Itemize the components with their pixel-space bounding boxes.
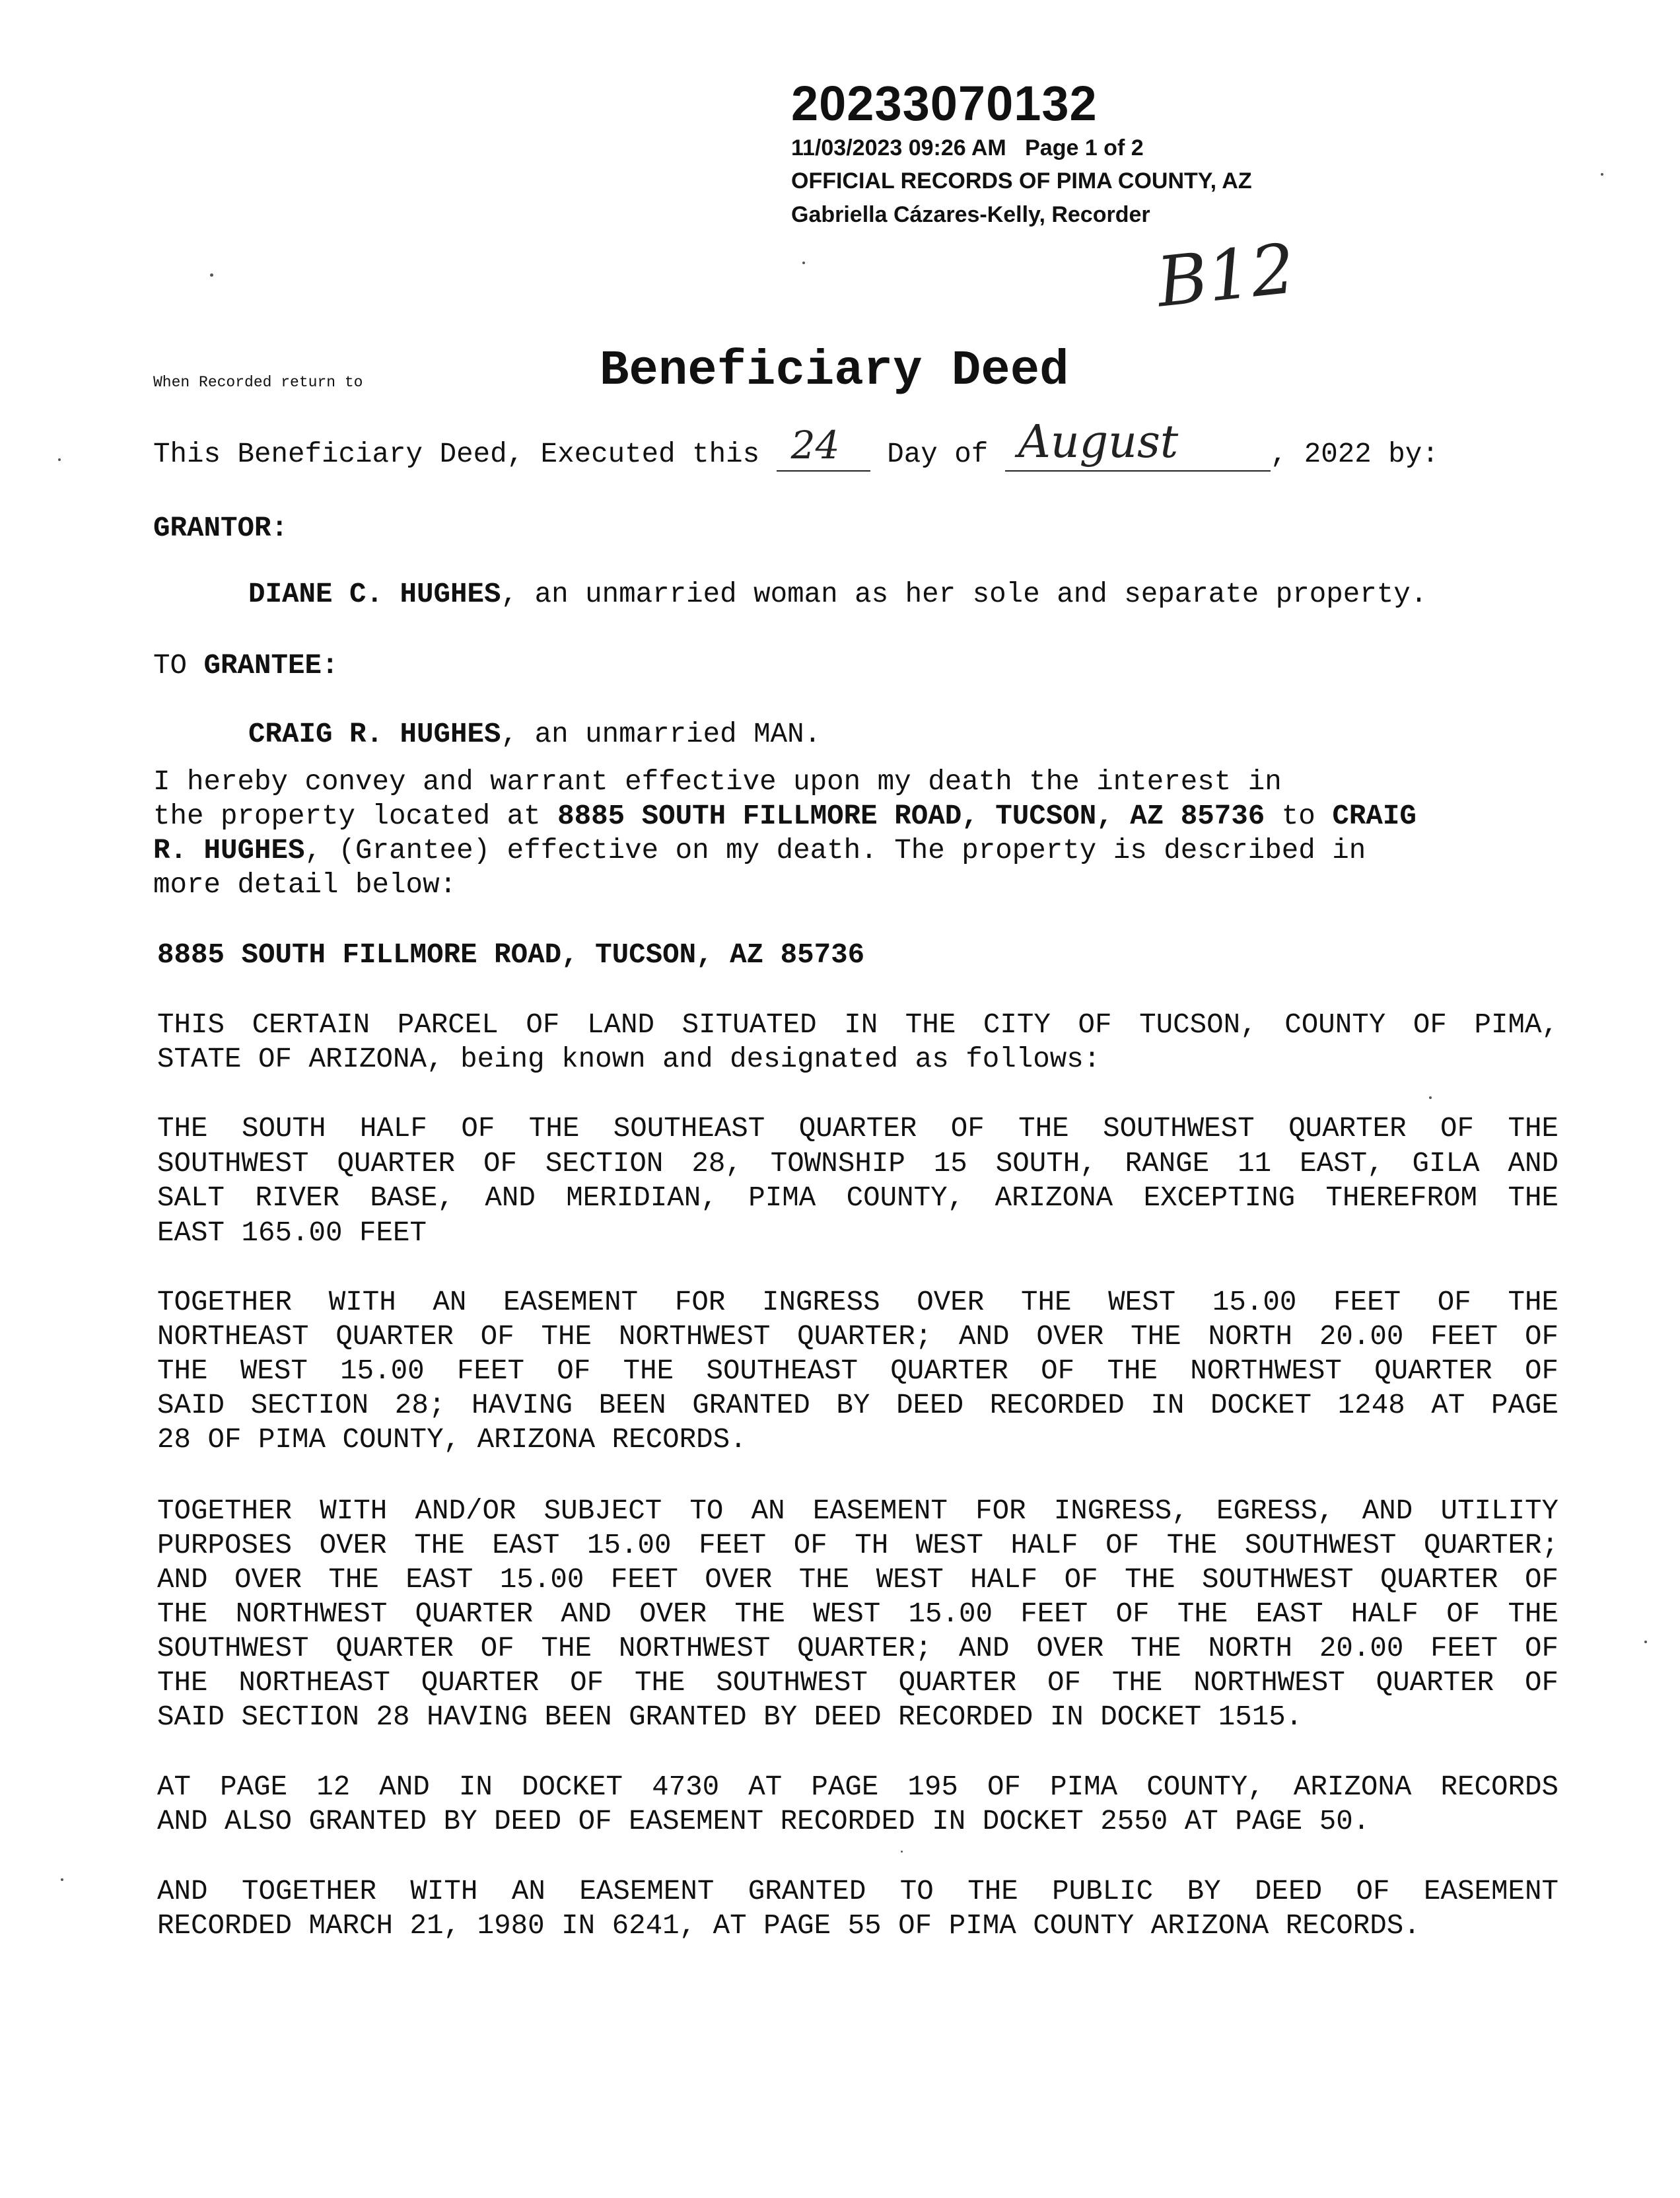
legal-line: AT PAGE 12 AND IN DOCKET 4730 AT PAGE 195 OF PIMA COUNTY, ARIZONA RECORDS: [157, 1771, 1558, 1803]
property-address: 8885 SOUTH FILLMORE ROAD, TUCSON, AZ 85736: [157, 939, 865, 971]
handwritten-margin-note: B12: [1153, 228, 1299, 323]
recording-office: OFFICIAL RECORDS OF PIMA COUNTY, AZ: [791, 168, 1252, 194]
legal-line: SAID SECTION 28; HAVING BEEN GRANTED BY DEED RECORDED IN DOCKET 1248 AT PAGE: [157, 1390, 1558, 1421]
grantee-heading-prefix: TO: [153, 650, 204, 682]
conveyance-address: 8885 SOUTH FILLMORE ROAD, TUCSON, AZ 85736: [557, 800, 1265, 832]
month-blank: [1005, 416, 1271, 472]
grantee-heading-line: [153, 650, 339, 682]
legal-line: THE SOUTH HALF OF THE SOUTHEAST QUARTER OF THE SOUTHWEST QUARTER OF THE: [157, 1113, 1558, 1145]
return-to-label: When Recorded return to: [153, 374, 363, 391]
executed-line: [153, 416, 1439, 472]
executed-middle: Day of: [887, 439, 989, 470]
document-title: Beneficiary Deed: [600, 343, 1069, 399]
scan-speck: [61, 1878, 63, 1881]
legal-line: 28 OF PIMA COUNTY, ARIZONA RECORDS.: [157, 1424, 747, 1456]
scan-speck: [1601, 173, 1603, 176]
legal-line: TOGETHER WITH AND/OR SUBJECT TO AN EASEMENT FOR INGRESS, EGRESS, AND UTILITY: [157, 1495, 1558, 1527]
recording-datetime-line: [791, 135, 1144, 161]
scan-speck: [802, 262, 805, 264]
legal-line: PURPOSES OVER THE EAST 15.00 FEET OF TH WEST HALF OF THE SOUTHWEST QUARTER;: [157, 1530, 1558, 1561]
recording-datetime: 11/03/2023 09:26 AM: [791, 135, 1006, 160]
legal-line: THE NORTHEAST QUARTER OF THE SOUTHWEST QUARTER OF THE NORTHWEST QUARTER OF: [157, 1667, 1558, 1699]
legal-line: AND OVER THE EAST 15.00 FEET OVER THE WEST HALF OF THE SOUTHWEST QUARTER OF: [157, 1564, 1558, 1596]
conveyance-line-3: [153, 835, 1366, 867]
legal-line: AND TOGETHER WITH AN EASEMENT GRANTED TO THE PUBLIC BY DEED OF EASEMENT: [157, 1876, 1558, 1907]
grantee-description: , an unmarried MAN.: [501, 719, 822, 750]
scan-speck: [58, 458, 61, 461]
legal-line: TOGETHER WITH AN EASEMENT FOR INGRESS OVER THE WEST 15.00 FEET OF THE: [157, 1287, 1558, 1318]
grantor-name: DIANE C. HUGHES: [248, 579, 501, 610]
grantor-description: , an unmarried woman as her sole and separate property.: [501, 579, 1428, 610]
executed-prefix: This Beneficiary Deed, Executed this: [153, 439, 760, 470]
grantee-name: CRAIG R. HUGHES: [248, 719, 501, 750]
legal-line: SOUTHWEST QUARTER OF THE NORTHWEST QUARTER; AND OVER THE NORTH 20.00 FEET OF: [157, 1633, 1558, 1664]
legal-line: SALT RIVER BASE, AND MERIDIAN, PIMA COUNTY, ARIZONA EXCEPTING THEREFROM THE: [157, 1182, 1558, 1214]
scan-speck: [901, 1851, 903, 1853]
handwritten-month: August: [1018, 416, 1179, 468]
grantee-heading: GRANTEE:: [203, 650, 339, 682]
executed-suffix: , 2022 by:: [1270, 439, 1439, 470]
legal-line: SOUTHWEST QUARTER OF SECTION 28, TOWNSHIP 15 SOUTH, RANGE 11 EAST, GILA AND: [157, 1148, 1558, 1180]
legal-line: SAID SECTION 28 HAVING BEEN GRANTED BY DEED RECORDED IN DOCKET 1515.: [157, 1701, 1303, 1733]
conveyance-line-1: I hereby convey and warrant effective upon my death the interest in: [153, 766, 1282, 798]
conveyance-line-4: more detail below:: [153, 869, 457, 901]
legal-line: THIS CERTAIN PARCEL OF LAND SITUATED IN THE CITY OF TUCSON, COUNTY OF PIMA,: [157, 1009, 1558, 1041]
recording-page-info: Page 1 of 2: [1025, 135, 1144, 160]
legal-line: STATE OF ARIZONA, being known and designated as follows:: [157, 1044, 1101, 1075]
scan-speck: [210, 273, 213, 277]
grantee-line: [248, 719, 821, 750]
handwritten-day: 24: [790, 423, 840, 468]
legal-line: RECORDED MARCH 21, 1980 IN 6241, AT PAGE 55 OF PIMA COUNTY ARIZONA RECORDS.: [157, 1910, 1420, 1942]
legal-line: THE WEST 15.00 FEET OF THE SOUTHEAST QUARTER OF THE NORTHWEST QUARTER OF: [157, 1355, 1558, 1387]
day-blank: [777, 423, 870, 472]
recording-recorder: Gabriella Cázares-Kelly, Recorder: [791, 202, 1150, 227]
scan-speck: [1429, 1096, 1432, 1099]
scan-speck: [1644, 1641, 1647, 1643]
conveyance-line-2-middle: to: [1265, 800, 1333, 832]
recording-document-number: 20233070132: [791, 76, 1098, 131]
legal-line: EAST 165.00 FEET: [157, 1217, 427, 1249]
legal-line: THE NORTHWEST QUARTER AND OVER THE WEST 15.00 FEET OF THE EAST HALF OF THE: [157, 1598, 1558, 1630]
grantor-line: [248, 579, 1427, 610]
legal-line: AND ALSO GRANTED BY DEED OF EASEMENT RECORDED IN DOCKET 2550 AT PAGE 50.: [157, 1806, 1370, 1837]
conveyance-line-2: [153, 800, 1417, 832]
legal-line: NORTHEAST QUARTER OF THE NORTHWEST QUARTER; AND OVER THE NORTH 20.00 FEET OF: [157, 1321, 1558, 1353]
conveyance-line-2-prefix: the property located at: [153, 800, 558, 832]
conveyance-grantee-last: R. HUGHES: [153, 835, 305, 867]
conveyance-line-3-rest: , (Grantee) effective on my death. The property is described in: [304, 835, 1366, 867]
conveyance-grantee-first: CRAIG: [1332, 800, 1417, 832]
grantor-heading: GRANTOR:: [153, 513, 289, 544]
